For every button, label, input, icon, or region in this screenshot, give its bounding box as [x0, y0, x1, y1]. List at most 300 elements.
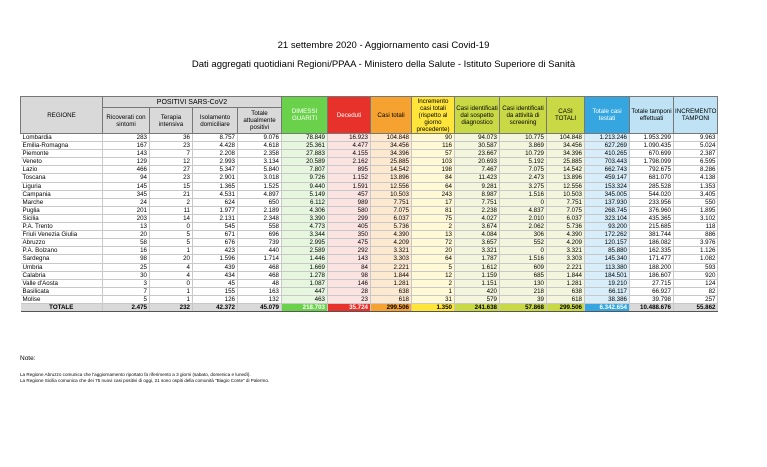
header-terapia: Terapia intensiva	[150, 108, 193, 134]
region-name: Calabria	[21, 271, 103, 279]
table-cell: 670.699	[630, 150, 674, 158]
table-cell: 2.221	[547, 263, 585, 271]
header-totale-testati: Totale casi testati	[585, 97, 630, 134]
table-cell: 28	[328, 287, 371, 295]
table-cell: 558	[238, 223, 282, 231]
table-cell: 3.321	[455, 247, 500, 255]
table-cell: 82	[674, 287, 718, 295]
region-name: Molise	[21, 295, 103, 303]
table-cell: 2	[412, 223, 455, 231]
header-regione: REGIONE	[21, 97, 103, 134]
table-cell: 84	[328, 263, 371, 271]
table-cell: 4	[150, 271, 193, 279]
table-cell: 17	[412, 198, 455, 206]
table-cell: 1.714	[238, 255, 282, 263]
table-cell: 739	[238, 239, 282, 247]
page-title: 21 settembre 2020 - Aggiornamento casi Covid-19	[277, 40, 490, 51]
table-cell: 171.477	[630, 255, 674, 263]
totals-cell: 299.506	[371, 303, 412, 311]
table-cell: 7.075	[547, 206, 585, 214]
header-totale-positivi: Totale attualmente positivi	[238, 108, 282, 134]
table-cell: 20	[412, 247, 455, 255]
table-cell: 5.736	[371, 223, 412, 231]
table-cell: 895	[328, 166, 371, 174]
header-casi-totali: Casi totali	[371, 97, 412, 134]
table-cell: 4.209	[371, 239, 412, 247]
table-cell: 58	[103, 239, 150, 247]
table-cell: 662.743	[585, 166, 630, 174]
table-cell: 9.726	[282, 174, 328, 182]
table-cell: 5.192	[500, 158, 547, 166]
table-cell: 285.528	[630, 182, 674, 190]
table-cell: 579	[455, 295, 500, 303]
header-casi-totali-2: CASI TOTALI	[547, 97, 585, 134]
table-cell: 7.751	[547, 198, 585, 206]
table-cell: 434	[193, 271, 238, 279]
table-row-umbria	[21, 263, 718, 271]
table-cell: 143	[328, 255, 371, 263]
table-cell: 9.963	[674, 134, 718, 142]
table-row-molise	[21, 295, 718, 303]
table-cell: 5.736	[547, 223, 585, 231]
table-row-sicilia	[21, 214, 718, 222]
table-cell: 2.993	[193, 158, 238, 166]
page-subtitle: Dati aggregati quotidiani Regioni/PPAA - Ministero della Salute - Istituto Superiore di Sanità	[191, 59, 576, 70]
region-name: P.A. Bolzano	[21, 247, 103, 255]
table-cell: 299	[328, 214, 371, 222]
region-name: Liguria	[21, 182, 103, 190]
table-cell: 1.281	[371, 279, 412, 287]
table-cell: 233.956	[630, 198, 674, 206]
table-cell: 30.587	[455, 142, 500, 150]
table-cell: 792.675	[630, 166, 674, 174]
table-cell: 283	[103, 134, 150, 142]
header-positivi-group: POSITIVI SARS-CoV2	[103, 97, 282, 108]
totals-cell: 2.475	[103, 303, 150, 311]
table-row-campania	[21, 190, 718, 198]
table-cell: 0	[150, 223, 193, 231]
table-cell: 345	[103, 190, 150, 198]
table-cell: 1.090.435	[630, 142, 674, 150]
table-cell: 13	[103, 223, 150, 231]
table-cell: 323.104	[585, 214, 630, 222]
table-cell: 8.757	[193, 134, 238, 142]
table-cell: 6.595	[674, 158, 718, 166]
table-cell: 2.189	[238, 206, 282, 214]
table-row-toscana	[21, 174, 718, 182]
table-cell: 9.440	[282, 182, 328, 190]
table-row-liguria	[21, 182, 718, 190]
region-name: Toscana	[21, 174, 103, 182]
table-cell: 1	[150, 287, 193, 295]
table-cell: 3.674	[455, 223, 500, 231]
table-cell: 45	[193, 279, 238, 287]
table-cell: 1.844	[547, 271, 585, 279]
header-isolamento: Isolamento domiciliare	[193, 108, 238, 134]
table-cell: 94.073	[455, 134, 500, 142]
table-cell: 9.281	[455, 182, 500, 190]
table-row-marche	[21, 198, 718, 206]
table-row-veneto	[21, 158, 718, 166]
header-sospetto: Casi identificati dal sospetto diagnostico	[455, 97, 500, 134]
table-cell: 989	[328, 198, 371, 206]
table-cell: 203	[103, 214, 150, 222]
table-cell: 186.607	[630, 271, 674, 279]
table-cell: 75	[412, 214, 455, 222]
table-cell: 0	[500, 198, 547, 206]
table-cell: 4.531	[193, 190, 238, 198]
table-cell: 3.303	[547, 255, 585, 263]
table-row-lazio	[21, 166, 718, 174]
totals-cell: 35.724	[328, 303, 371, 311]
table-cell: 126	[193, 295, 238, 303]
table-cell: 84	[412, 174, 455, 182]
table-cell: 468	[238, 263, 282, 271]
table-cell: 4.477	[328, 142, 371, 150]
table-cell: 618	[371, 295, 412, 303]
table-cell: 10.775	[500, 134, 547, 142]
table-cell: 11.423	[455, 174, 500, 182]
totals-cell: 57.868	[500, 303, 547, 311]
table-cell: 198	[412, 166, 455, 174]
table-cell: 7.075	[371, 206, 412, 214]
table-cell: 1.159	[455, 271, 500, 279]
totals-cell: 232	[150, 303, 193, 311]
table-cell: 90	[412, 134, 455, 142]
totals-cell: 42.372	[193, 303, 238, 311]
table-cell: 345.005	[585, 190, 630, 198]
table-cell: 544.020	[630, 190, 674, 198]
table-cell: 5	[412, 263, 455, 271]
table-cell: 1.787	[455, 255, 500, 263]
region-name: Valle d'Aosta	[21, 279, 103, 287]
table-cell: 3.321	[547, 247, 585, 255]
table-cell: 167	[103, 142, 150, 150]
table-cell: 24	[103, 198, 150, 206]
table-row-pa-trento	[21, 223, 718, 231]
table-cell: 5	[150, 239, 193, 247]
table-cell: 593	[674, 263, 718, 271]
table-cell: 31	[412, 295, 455, 303]
table-cell: 39	[500, 295, 547, 303]
table-cell: 5.347	[193, 166, 238, 174]
table-cell: 7.467	[455, 166, 500, 174]
table-cell: 5.024	[674, 142, 718, 150]
table-cell: 4.027	[455, 214, 500, 222]
region-name: P.A. Trento	[21, 223, 103, 231]
table-cell: 6.037	[547, 214, 585, 222]
table-cell: 292	[328, 247, 371, 255]
table-cell: 3.976	[674, 239, 718, 247]
table-cell: 550	[674, 198, 718, 206]
totals-cell: 218.703	[282, 303, 328, 311]
table-cell: 545	[193, 223, 238, 231]
table-cell: 435.365	[630, 214, 674, 222]
table-cell: 624	[193, 198, 238, 206]
table-cell: 13.896	[547, 174, 585, 182]
region-name: Piemonte	[21, 150, 103, 158]
totals-cell: 10.488.676	[630, 303, 674, 311]
table-cell: 1.612	[455, 263, 500, 271]
note-label: Note:	[20, 355, 36, 362]
region-name: Puglia	[21, 206, 103, 214]
table-cell: 609	[500, 263, 547, 271]
table-cell: 7	[150, 150, 193, 158]
table-cell: 163	[238, 287, 282, 295]
table-row-emilia-romagna	[21, 142, 718, 150]
table-cell: 4.390	[371, 231, 412, 239]
table-cell: 1	[412, 287, 455, 295]
table-cell: 14.542	[547, 166, 585, 174]
table-cell: 12	[150, 158, 193, 166]
table-cell: 886	[674, 231, 718, 239]
totals-cell: 241.638	[455, 303, 500, 311]
table-cell: 1.844	[371, 271, 412, 279]
table-cell: 2.062	[500, 223, 547, 231]
table-cell: 1.516	[500, 255, 547, 263]
table-cell: 20.589	[282, 158, 328, 166]
table-cell: 7.807	[282, 166, 328, 174]
table-cell: 104.848	[371, 134, 412, 142]
table-cell: 5.840	[238, 166, 282, 174]
table-cell: 78.849	[282, 134, 328, 142]
table-cell: 7.751	[455, 198, 500, 206]
table-cell: 34.456	[547, 142, 585, 150]
table-cell: 618	[547, 295, 585, 303]
table-row-puglia	[21, 206, 718, 214]
table-cell: 4.897	[238, 190, 282, 198]
table-cell: 14.542	[371, 166, 412, 174]
table-cell: 30	[103, 271, 150, 279]
table-cell: 120.157	[585, 239, 630, 247]
table-cell: 420	[455, 287, 500, 295]
table-cell: 143	[103, 150, 150, 158]
table-cell: 920	[674, 271, 718, 279]
table-cell: 124	[674, 279, 718, 287]
table-cell: 3.102	[674, 214, 718, 222]
table-cell: 3	[103, 279, 150, 287]
table-cell: 25.885	[547, 158, 585, 166]
table-row-valle-daosta	[21, 279, 718, 287]
table-cell: 14	[150, 214, 193, 222]
table-cell: 4.084	[455, 231, 500, 239]
totals-row	[21, 303, 718, 311]
header-tamponi: Totale tamponi effettuati	[630, 97, 674, 134]
table-cell: 129	[103, 158, 150, 166]
table-cell: 132	[238, 295, 282, 303]
table-cell: 34.456	[371, 142, 412, 150]
table-row-calabria	[21, 271, 718, 279]
table-cell: 0	[500, 247, 547, 255]
table-cell: 463	[282, 295, 328, 303]
table-cell: 350	[328, 231, 371, 239]
region-name: Friuli Venezia Giulia	[21, 231, 103, 239]
table-cell: 2.901	[193, 174, 238, 182]
table-cell: 681.070	[630, 174, 674, 182]
table-cell: 3.303	[371, 255, 412, 263]
totals-label: TOTALE	[21, 303, 103, 311]
table-cell: 676	[193, 239, 238, 247]
table-cell: 3.321	[371, 247, 412, 255]
table-cell: 27	[150, 166, 193, 174]
table-cell: 2.238	[455, 206, 500, 214]
table-cell: 23.667	[455, 150, 500, 158]
table-cell: 113.380	[585, 263, 630, 271]
region-name: Emilia-Romagna	[21, 142, 103, 150]
table-cell: 13	[412, 231, 455, 239]
table-cell: 23	[150, 142, 193, 150]
table-cell: 66.927	[630, 287, 674, 295]
table-cell: 10.503	[371, 190, 412, 198]
table-cell: 447	[282, 287, 328, 295]
table-cell: 8.987	[455, 190, 500, 198]
table-cell: 1.895	[674, 206, 718, 214]
table-cell: 39.798	[630, 295, 674, 303]
table-row-sardegna	[21, 255, 718, 263]
table-cell: 2.162	[328, 158, 371, 166]
totals-cell: 1.350	[412, 303, 455, 311]
table-cell: 4.618	[238, 142, 282, 150]
header-incremento-casi: Incremento casi totali (rispetto al giorno precedente)	[412, 97, 455, 134]
table-cell: 36	[150, 134, 193, 142]
footnote-abruzzo: La Regione Abruzzo comunica che l'aggiornamento riportato fa riferimento a 3 giorni (sabato, domenica e lunedì).	[20, 372, 251, 377]
table-cell: 1.669	[282, 263, 328, 271]
table-cell: 1.278	[282, 271, 328, 279]
table-cell: 1.798.099	[630, 158, 674, 166]
covid-data-table	[20, 96, 718, 312]
table-cell: 4.155	[328, 150, 371, 158]
table-cell: 268.745	[585, 206, 630, 214]
table-cell: 21	[150, 190, 193, 198]
table-cell: 1	[150, 295, 193, 303]
table-cell: 103	[412, 158, 455, 166]
table-cell: 459.147	[585, 174, 630, 182]
table-cell: 1.082	[674, 255, 718, 263]
table-cell: 703.443	[585, 158, 630, 166]
table-cell: 3.275	[500, 182, 547, 190]
table-cell: 186.082	[630, 239, 674, 247]
table-cell: 580	[328, 206, 371, 214]
table-cell: 85.880	[585, 247, 630, 255]
table-cell: 1.281	[547, 279, 585, 287]
table-cell: 2.589	[282, 247, 328, 255]
table-cell: 440	[238, 247, 282, 255]
table-cell: 16.923	[328, 134, 371, 142]
header-deceduti: Deceduti	[328, 97, 371, 134]
table-cell: 4.138	[674, 174, 718, 182]
table-cell: 3.657	[455, 239, 500, 247]
table-row-lombardia	[21, 134, 718, 142]
region-name: Marche	[21, 198, 103, 206]
table-cell: 685	[500, 271, 547, 279]
table-cell: 81	[412, 206, 455, 214]
table-cell: 3.869	[500, 142, 547, 150]
table-cell: 16	[103, 247, 150, 255]
table-cell: 2	[150, 198, 193, 206]
table-cell: 1.213.246	[585, 134, 630, 142]
table-cell: 172.262	[585, 231, 630, 239]
table-cell: 155	[193, 287, 238, 295]
table-cell: 20.693	[455, 158, 500, 166]
table-cell: 10.503	[547, 190, 585, 198]
table-cell: 19.210	[585, 279, 630, 287]
table-cell: 201	[103, 206, 150, 214]
table-cell: 12	[412, 271, 455, 279]
table-cell: 2.387	[674, 150, 718, 158]
table-cell: 3.405	[674, 190, 718, 198]
table-cell: 34.396	[371, 150, 412, 158]
table-cell: 671	[193, 231, 238, 239]
table-cell: 2.348	[238, 214, 282, 222]
region-name: Sicilia	[21, 214, 103, 222]
region-name: Umbria	[21, 263, 103, 271]
table-cell: 7	[103, 287, 150, 295]
table-cell: 3.134	[238, 158, 282, 166]
table-cell: 410.265	[585, 150, 630, 158]
table-cell: 6.112	[282, 198, 328, 206]
totals-cell: 6.342.654	[585, 303, 630, 311]
table-cell: 11	[150, 206, 193, 214]
table-cell: 13.896	[371, 174, 412, 182]
header-ricoverati: Ricoverati con sintomi	[103, 108, 150, 134]
table-cell: 162.335	[630, 247, 674, 255]
table-cell: 6.037	[371, 214, 412, 222]
table-cell: 153.324	[585, 182, 630, 190]
table-cell: 25	[103, 263, 150, 271]
table-cell: 15	[150, 182, 193, 190]
table-cell: 1.525	[238, 182, 282, 190]
header-screening: Casi identificati da attività di screening	[500, 97, 547, 134]
table-cell: 145	[103, 182, 150, 190]
table-row-friuli-venezia-giulia	[21, 231, 718, 239]
table-cell: 4.428	[193, 142, 238, 150]
table-cell: 48	[238, 279, 282, 287]
table-cell: 1.591	[328, 182, 371, 190]
table-cell: 130	[500, 279, 547, 287]
table-cell: 696	[238, 231, 282, 239]
table-cell: 2.473	[500, 174, 547, 182]
table-cell: 20	[103, 231, 150, 239]
table-cell: 552	[500, 239, 547, 247]
footnote-sicilia: La Regione Sicilia comunica che dei 75 nuovi casi positivi di oggi, 21 sono ospiti della comunità "Biagio Conte" di Palermo.	[20, 378, 270, 383]
table-cell: 23	[328, 295, 371, 303]
table-cell: 57	[412, 150, 455, 158]
table-cell: 1.152	[328, 174, 371, 182]
table-cell: 66.117	[585, 287, 630, 295]
table-cell: 4.837	[500, 206, 547, 214]
table-row-piemonte	[21, 150, 718, 158]
table-cell: 3.344	[282, 231, 328, 239]
table-cell: 146	[328, 279, 371, 287]
region-name: Lombardia	[21, 134, 103, 142]
table-cell: 381.744	[630, 231, 674, 239]
table-cell: 116	[412, 142, 455, 150]
table-row-pa-bolzano	[21, 247, 718, 255]
table-cell: 1.977	[193, 206, 238, 214]
table-cell: 1.953.299	[630, 134, 674, 142]
table-cell: 7.751	[371, 198, 412, 206]
table-cell: 475	[328, 239, 371, 247]
table-cell: 3.390	[282, 214, 328, 222]
region-name: Basilicata	[21, 287, 103, 295]
table-cell: 4.306	[282, 206, 328, 214]
table-cell: 38.386	[585, 295, 630, 303]
table-cell: 215.685	[630, 223, 674, 231]
table-cell: 10.729	[500, 150, 547, 158]
table-cell: 627.269	[585, 142, 630, 150]
region-name: Campania	[21, 190, 103, 198]
table-cell: 64	[412, 255, 455, 263]
